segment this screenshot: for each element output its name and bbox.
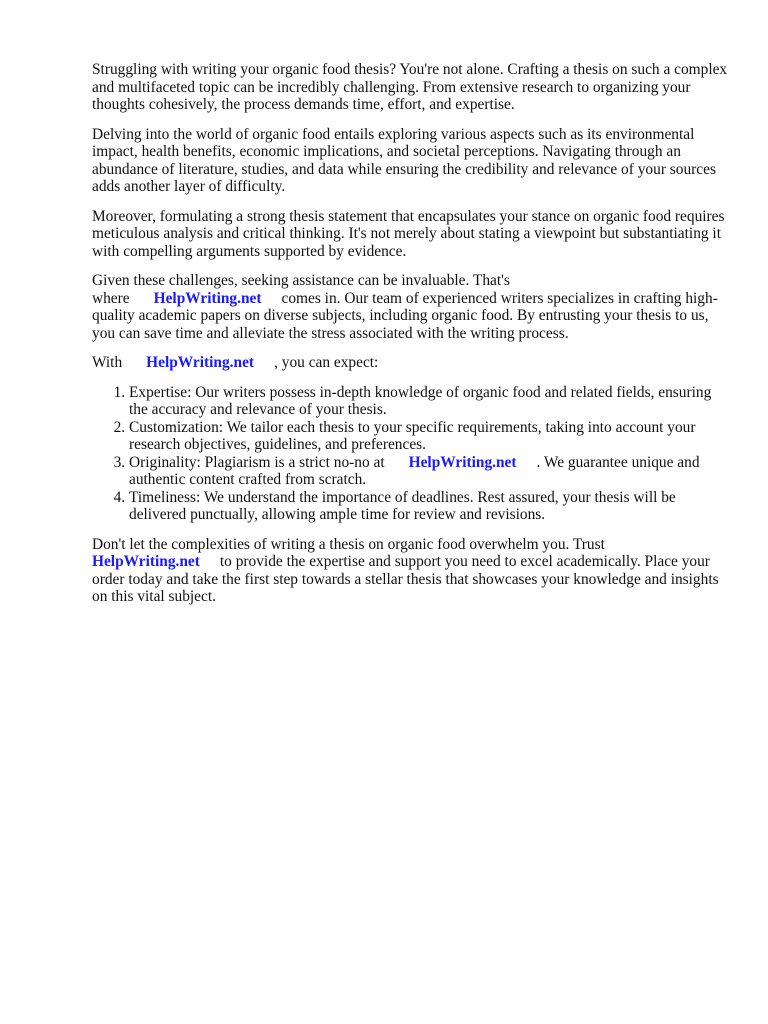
intro-paragraph: Struggling with writing your organic food thesis? You're not alone. Crafting a thesis on such a complex and multifaceted topic can be incredibly challenging. From extensive research to organizing your thoughts cohesively, the process demands time, effort, and expertise. bbox=[92, 61, 728, 113]
expect-text-after: , you can expect: bbox=[274, 354, 379, 371]
list-item-customization: Customization: We tailor each thesis to your specific requirements, taking into account your research objectives, guidelines, and preferences. bbox=[129, 418, 696, 453]
helpwriting-link[interactable]: HelpWriting.net bbox=[92, 553, 200, 570]
list-item-originality-before: Originality: Plagiarism is a strict no-no at bbox=[129, 453, 385, 471]
list-item bbox=[129, 454, 728, 489]
helpwriting-link[interactable]: HelpWriting.net bbox=[408, 453, 517, 471]
list-item bbox=[129, 384, 728, 419]
list-item-expertise: Expertise: Our writers possess in-depth knowledge of organic food and related fields, ensuring the accuracy and relevance of your thesis. bbox=[129, 383, 712, 418]
list-item-originality-after: . We guarantee unique and authentic content crafted from scratch. bbox=[129, 453, 700, 488]
assistance-text-after: comes in. Our team of experienced writers specializes in crafting high-quality academic papers on diverse subjects, including organic food. By entrusting your thesis to us, you can save time and alleviate the stress associated with the writing process. bbox=[92, 289, 718, 342]
list-item-timeliness: Timeliness: We understand the importance of deadlines. Rest assured, your thesis will be delivered punctually, allowing ample time for review and revisions. bbox=[129, 488, 676, 523]
expect-paragraph bbox=[92, 354, 728, 372]
closing-text-before: Don't let the complexities of writing a thesis on organic food overwhelm you. Trust bbox=[92, 535, 605, 553]
assistance-text-before: Given these challenges, seeking assistance can be invaluable. That's where bbox=[92, 272, 510, 307]
aspects-paragraph: Delving into the world of organic food entails exploring various aspects such as its environmental impact, health benefits, economic implications, and societal perceptions. Navigating through an abundance of literature, studies, and data while ensuring the credibility and relevance of your sources adds another layer of difficulty. bbox=[92, 125, 716, 195]
helpwriting-link[interactable]: HelpWriting.net bbox=[153, 289, 262, 307]
closing-text-after: to provide the expertise and support you need to excel academically. Place your order today and take the first step towards a stellar thesis that showcases your knowledge and insights on this vital subject. bbox=[92, 553, 719, 605]
closing-paragraph bbox=[92, 536, 728, 606]
list-item bbox=[129, 489, 728, 524]
expect-text-before: With bbox=[92, 354, 123, 371]
list-item bbox=[129, 419, 728, 454]
helpwriting-link[interactable]: HelpWriting.net bbox=[146, 354, 255, 371]
assistance-paragraph bbox=[92, 272, 728, 342]
thesis-statement-paragraph: Moreover, formulating a strong thesis statement that encapsulates your stance on organic food requires meticulous analysis and critical thinking. It's not merely about stating a viewpoint but substantiating it with compelling arguments supported by evidence. bbox=[92, 207, 725, 260]
benefits-list bbox=[92, 384, 728, 524]
